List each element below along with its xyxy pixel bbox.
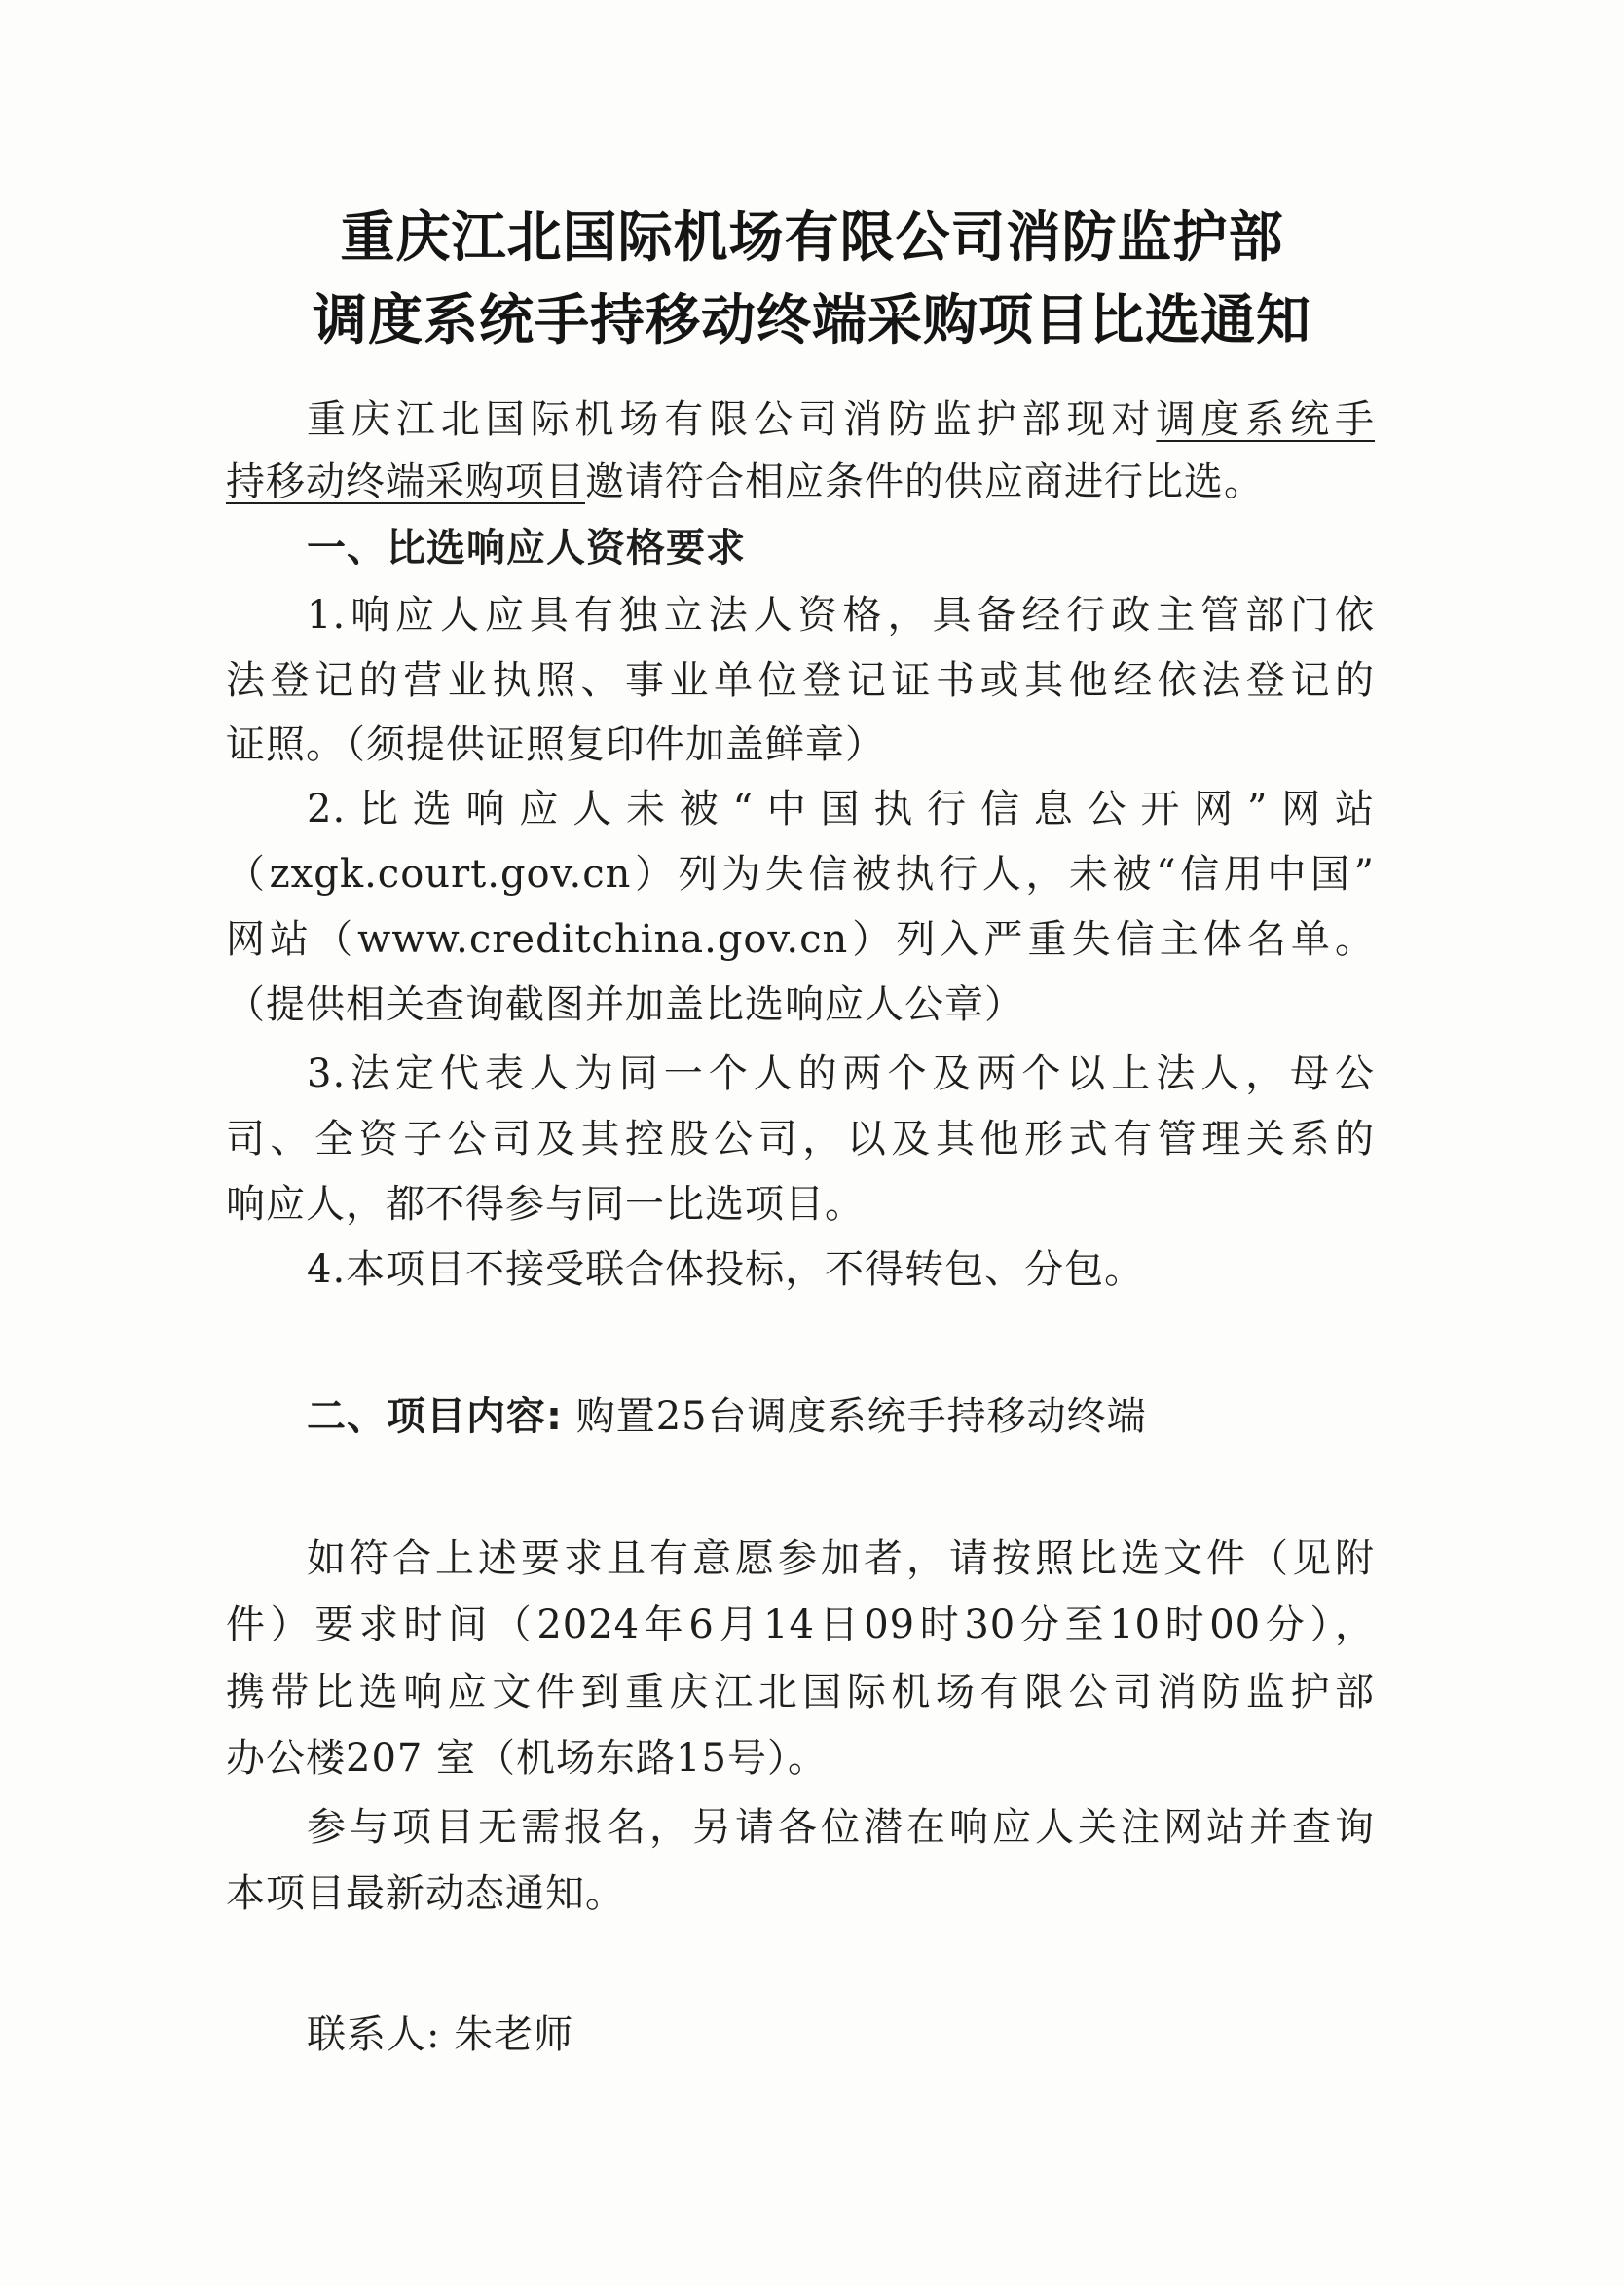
item-3-line-2: 司、全资子公司及其控股公司，以及其他形式有管理关系的	[226, 1117, 1375, 1161]
project-name-underlined: 持移动终端采购项目	[226, 460, 585, 504]
intro-text: 重庆江北国际机场有限公司消防监护部现对	[307, 397, 1157, 442]
contact-person: 联系人: 朱老师	[307, 2012, 574, 2057]
notice-line-2: 本项目最新动态通知。	[226, 1871, 625, 1916]
notice-line-1: 参与项目无需报名，另请各位潜在响应人关注网站并查询	[307, 1805, 1375, 1850]
section-1-heading: 一、比选响应人资格要求	[307, 526, 746, 571]
item-2-line-3: 网站（www.creditchina.gov.cn）列入严重失信主体名单。	[226, 917, 1375, 962]
schedule-line-1: 如符合上述要求且有意愿参加者，请按照比选文件（见附	[307, 1536, 1375, 1581]
item-1-line-2: 法登记的营业执照、事业单位登记证书或其他经依法登记的	[226, 658, 1375, 703]
document-title-line-2: 调度系统手持移动终端采购项目比选通知	[313, 289, 1311, 352]
intro-line-2	[226, 455, 1375, 509]
item-2-line-4: （提供相关查询截图并加盖比选响应人公章）	[226, 982, 1024, 1027]
item-1-line-1: 1.响应人应具有独立法人资格，具备经行政主管部门依	[307, 593, 1375, 638]
item-2-line-1: 2.比选响应人未被“中国执行信息公开网”网站	[307, 787, 1375, 831]
schedule-line-3: 携带比选响应文件到重庆江北国际机场有限公司消防监护部	[226, 1670, 1375, 1714]
document-title-line-1: 重庆江北国际机场有限公司消防监护部	[340, 206, 1284, 270]
item-2-line-2: （zxgk.court.gov.cn）列为失信被执行人，未被“信用中国”	[226, 852, 1375, 897]
intro-text: 邀请符合相应条件的供应商进行比选。	[585, 460, 1264, 504]
section-2-heading: 二、项目内容:	[307, 1394, 563, 1439]
section-2-content: 购置25台调度系统手持移动终端	[575, 1394, 1147, 1439]
item-4: 4.本项目不接受联合体投标，不得转包、分包。	[307, 1247, 1145, 1292]
item-3-line-1: 3.法定代表人为同一个人的两个及两个以上法人，母公	[307, 1051, 1375, 1096]
item-1-line-3: 证照。（须提供证照复印件加盖鲜章）	[226, 722, 885, 767]
schedule-line-2: 件）要求时间（2024年6月14日09时30分至10时00分），	[226, 1603, 1375, 1647]
project-name-underlined: 调度系统手	[1156, 397, 1376, 442]
item-3-line-3: 响应人，都不得参与同一比选项目。	[226, 1182, 865, 1227]
section-2-line	[307, 1389, 1375, 1444]
intro-line-1	[307, 392, 1375, 447]
schedule-line-4: 办公楼207 室（机场东路15号）。	[226, 1736, 828, 1781]
